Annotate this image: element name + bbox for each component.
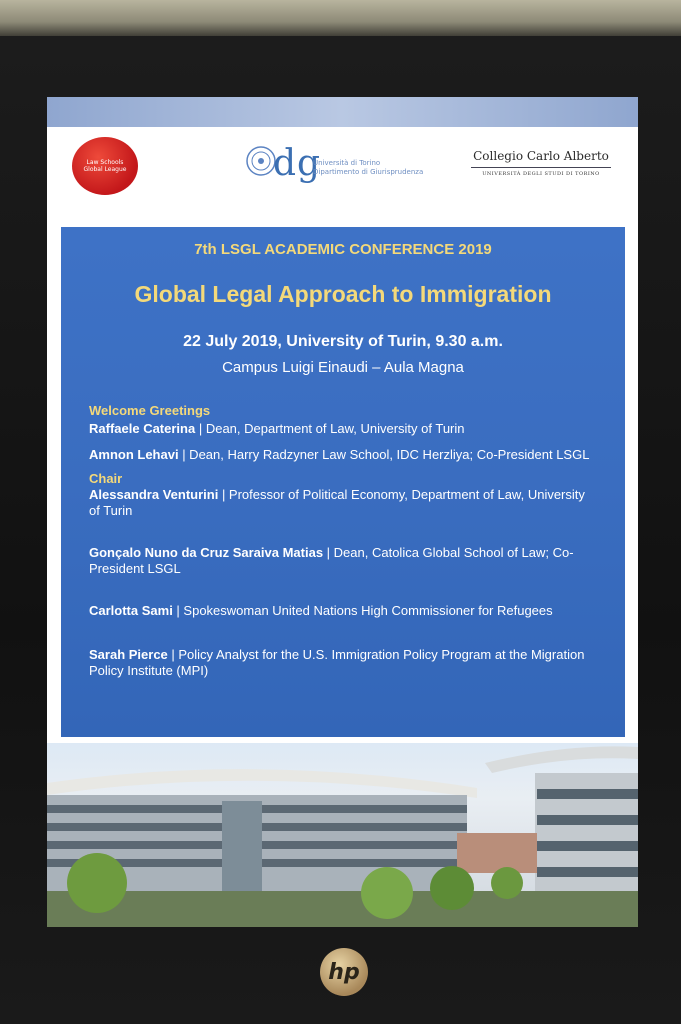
campus-photo [47,743,638,927]
speaker-role: | Spokeswoman United Nations High Commissioner for Refugees [172,603,553,618]
speaker-name: Amnon Lehavi [89,447,179,462]
cca-logo-subtitle: UNIVERSITÀ DEGLI STUDI DI TORINO [482,171,600,177]
speaker-name: Gonçalo Nuno da Cruz Saraiva Matias [89,545,324,560]
dg-logo [243,139,433,199]
speaker-name: Alessandra Venturini [89,487,219,502]
collegio-carlo-alberto-logo [471,149,611,177]
speaker-name: Carlotta Sami [89,603,173,618]
cca-logo-name: Collegio Carlo Alberto [473,149,609,163]
speaker-entry [89,603,594,619]
screen-top-bar [47,97,638,127]
conference-title: Global Legal Approach to Immigration [134,281,552,307]
speaker-role: | Policy Analyst for the U.S. Immigration Policy Program at the Migration Policy Institute (MPI) [89,647,585,678]
conference-venue: Campus Luigi Einaudi – Aula Magna [222,359,464,376]
chair-heading: Chair [89,471,123,486]
speaker-entry [89,447,594,463]
lsgl-logo-line2: Global League [83,166,127,173]
dg-logo-caption [313,159,423,177]
monitor-screen [47,97,638,927]
conference-date: 22 July 2019, University of Turin, 9.30 a.m. [183,333,503,350]
lsgl-logo [72,137,138,195]
welcome-greetings-heading: Welcome Greetings [89,403,211,418]
speaker-entry [89,487,594,519]
conference-heading: 7th LSGL ACADEMIC CONFERENCE 2019 [194,241,492,258]
speaker-name: Raffaele Caterina [89,421,196,436]
wall-background [0,0,681,40]
speaker-role: | Professor of Political Economy, Department of Law, University of Turin [89,487,585,518]
speaker-entry [89,545,594,577]
dg-logo-line2: Dipartimento di Giurisprudenza [313,168,424,176]
speaker-entry [89,647,594,679]
speaker-role: | Dean, Catolica Global School of Law; Co-President LSGL [89,545,574,576]
dg-logo-mark: dg [273,143,322,184]
campus-building-illustration [47,743,638,927]
hp-logo: hp [320,948,368,996]
speaker-role: | Dean, Harry Radzyner Law School, IDC Herzliya; Co-President LSGL [178,447,590,462]
speaker-name: Sarah Pierce [89,647,168,662]
lsgl-logo-line1: Law Schools [86,159,124,166]
speaker-role: | Dean, Department of Law, University of Turin [195,421,465,436]
dg-logo-line1: Università di Torino [313,159,381,167]
cca-logo-rule [471,167,611,168]
speaker-entry [89,421,594,437]
program-panel [61,227,625,737]
logo-row [47,127,638,225]
